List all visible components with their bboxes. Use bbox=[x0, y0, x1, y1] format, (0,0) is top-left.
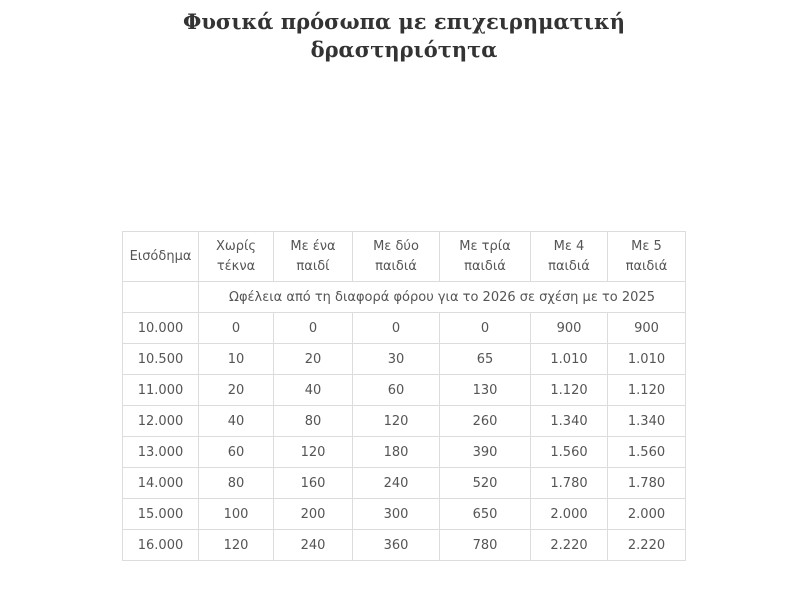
cell-one-child: 80 bbox=[274, 406, 353, 437]
tax-benefit-table bbox=[122, 231, 686, 561]
table-row bbox=[123, 313, 686, 344]
cell-three-children: 260 bbox=[440, 406, 531, 437]
cell-income: 10.000 bbox=[123, 313, 199, 344]
cell-three-children: 780 bbox=[440, 530, 531, 561]
page-title-line-2: δραστηριότητα bbox=[310, 37, 498, 62]
cell-four-children: 2.220 bbox=[531, 530, 608, 561]
cell-income: 11.000 bbox=[123, 375, 199, 406]
table-row bbox=[123, 437, 686, 468]
cell-no-children: 0 bbox=[199, 313, 274, 344]
header-no-children: Χωρίς τέκνα bbox=[199, 232, 274, 282]
cell-four-children: 1.010 bbox=[531, 344, 608, 375]
cell-four-children: 1.560 bbox=[531, 437, 608, 468]
table-row bbox=[123, 499, 686, 530]
cell-two-children: 300 bbox=[353, 499, 440, 530]
cell-one-child: 200 bbox=[274, 499, 353, 530]
cell-no-children: 120 bbox=[199, 530, 274, 561]
cell-income: 10.500 bbox=[123, 344, 199, 375]
cell-no-children: 60 bbox=[199, 437, 274, 468]
cell-two-children: 240 bbox=[353, 468, 440, 499]
header-three-children: Με τρία παιδιά bbox=[440, 232, 531, 282]
cell-four-children: 1.780 bbox=[531, 468, 608, 499]
cell-five-children: 2.000 bbox=[608, 499, 686, 530]
header-income: Εισόδημα bbox=[123, 232, 199, 282]
cell-no-children: 80 bbox=[199, 468, 274, 499]
cell-five-children: 1.120 bbox=[608, 375, 686, 406]
cell-two-children: 180 bbox=[353, 437, 440, 468]
cell-no-children: 20 bbox=[199, 375, 274, 406]
cell-four-children: 1.120 bbox=[531, 375, 608, 406]
table-row bbox=[123, 468, 686, 499]
table-row bbox=[123, 344, 686, 375]
cell-three-children: 520 bbox=[440, 468, 531, 499]
cell-one-child: 160 bbox=[274, 468, 353, 499]
cell-five-children: 1.010 bbox=[608, 344, 686, 375]
cell-income: 13.000 bbox=[123, 437, 199, 468]
header-five-children: Με 5 παιδιά bbox=[608, 232, 686, 282]
cell-five-children: 900 bbox=[608, 313, 686, 344]
cell-four-children: 900 bbox=[531, 313, 608, 344]
cell-two-children: 60 bbox=[353, 375, 440, 406]
cell-two-children: 0 bbox=[353, 313, 440, 344]
table-row bbox=[123, 530, 686, 561]
cell-one-child: 0 bbox=[274, 313, 353, 344]
cell-no-children: 40 bbox=[199, 406, 274, 437]
cell-income: 14.000 bbox=[123, 468, 199, 499]
table-row bbox=[123, 375, 686, 406]
cell-three-children: 130 bbox=[440, 375, 531, 406]
cell-income: 16.000 bbox=[123, 530, 199, 561]
cell-income: 12.000 bbox=[123, 406, 199, 437]
header-four-children: Με 4 παιδιά bbox=[531, 232, 608, 282]
cell-no-children: 100 bbox=[199, 499, 274, 530]
cell-two-children: 30 bbox=[353, 344, 440, 375]
table-row bbox=[123, 406, 686, 437]
header-row bbox=[123, 232, 686, 282]
cell-four-children: 1.340 bbox=[531, 406, 608, 437]
cell-four-children: 2.000 bbox=[531, 499, 608, 530]
cell-one-child: 40 bbox=[274, 375, 353, 406]
page-title bbox=[0, 8, 808, 64]
cell-one-child: 20 bbox=[274, 344, 353, 375]
cell-five-children: 1.340 bbox=[608, 406, 686, 437]
subheader-empty-cell bbox=[123, 282, 199, 313]
header-one-child: Με ένα παιδί bbox=[274, 232, 353, 282]
cell-three-children: 650 bbox=[440, 499, 531, 530]
cell-two-children: 120 bbox=[353, 406, 440, 437]
subheader-row bbox=[123, 282, 686, 313]
cell-two-children: 360 bbox=[353, 530, 440, 561]
cell-income: 15.000 bbox=[123, 499, 199, 530]
cell-one-child: 240 bbox=[274, 530, 353, 561]
cell-five-children: 2.220 bbox=[608, 530, 686, 561]
cell-three-children: 390 bbox=[440, 437, 531, 468]
cell-five-children: 1.560 bbox=[608, 437, 686, 468]
page-title-line-1: Φυσικά πρόσωπα με επιχειρηματική bbox=[183, 9, 625, 34]
header-two-children: Με δύο παιδιά bbox=[353, 232, 440, 282]
cell-three-children: 65 bbox=[440, 344, 531, 375]
cell-no-children: 10 bbox=[199, 344, 274, 375]
cell-five-children: 1.780 bbox=[608, 468, 686, 499]
subheader-cell: Ωφέλεια από τη διαφορά φόρου για το 2026 σε σχέση με το 2025 bbox=[199, 282, 686, 313]
cell-one-child: 120 bbox=[274, 437, 353, 468]
cell-three-children: 0 bbox=[440, 313, 531, 344]
